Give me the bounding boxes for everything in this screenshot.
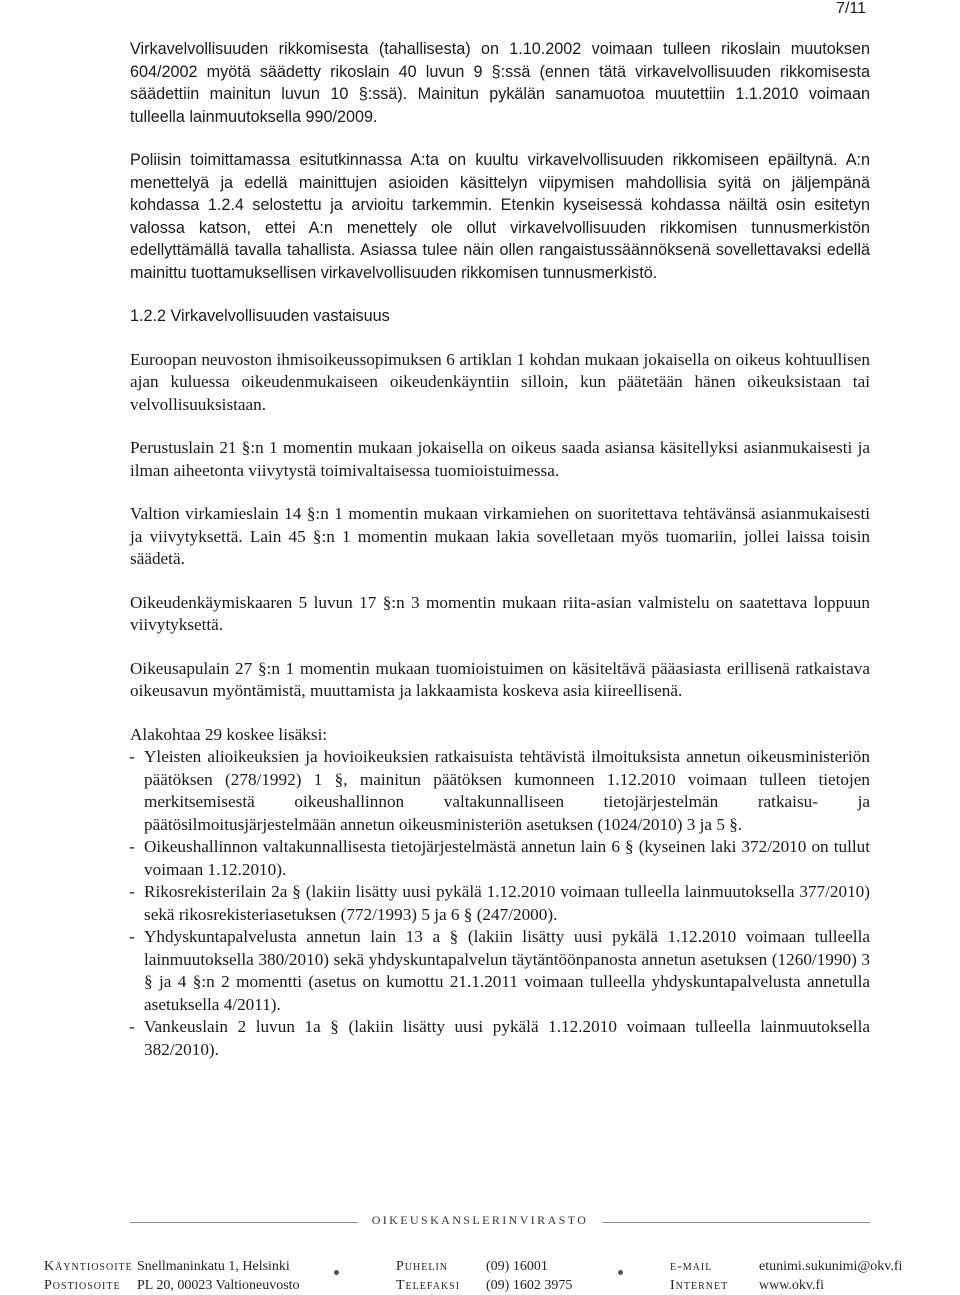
visit-address: Snellmaninkatu 1, Helsinki <box>137 1259 290 1274</box>
visit-address-label: Käyntiosoite <box>44 1259 133 1274</box>
email-address[interactable]: etunimi.sukunimi@okv.fi <box>759 1259 903 1274</box>
footer-organization-name: OIKEUSKANSLERINVIRASTO <box>358 1213 603 1228</box>
paragraph-legal-aid-act: Oikeusapulain 27 §:n 1 momentin mukaan tuomioistuimen on käsiteltävä pääasiasta erillisenä ratkaistava oikeusavun myöntämistä, muuttamista ja lakkaamista koskeva asia kiireellisenä. <box>130 658 870 700</box>
paragraph-constitution: Perustuslain 21 §:n 1 momentin mukaan jokaisella on oikeus saada asiansa käsitellyksi asianmukaisesti ja ilman aiheetonta viivytystä toimivaltaisessa tuomioistuimessa. <box>130 438 870 480</box>
list-item: - Rikosrekisterilain 2a § (lakiin lisätty uusi pykälä 1.12.2010 voimaan tulleella lainmuutoksella 377/2010) sekä rikosrekisteriasetuksen (772/1993) 5 ja 6 § (247/2000). <box>129 882 870 924</box>
internet-label: Internet <box>670 1278 729 1293</box>
list-item: - Yhdyskuntapalvelusta annetun lain 13 a § (lakiin lisätty uusi pykälä 1.12.2010 voimaan tulleella lainmuutoksella 380/2010) sekä yhdyskuntapalvelun täytäntöönpanosta annetun asetuksen (1260/1990) 3 § ja 4 §:n 2 momentti (asetus on kumottu 21.1.2011 voimaan tulleella yhdyskuntapalvelusta annetulla asetuksella 4/2011). <box>129 927 870 1014</box>
regulation-list <box>130 746 870 1061</box>
paragraph-civil-servants-act: Valtion virkamieslain 14 §:n 1 momentin mukaan virkamiehen on suoritettava tehtävänsä asianmukaisesti ja viivytyksettä. Lain 45 §:n 1 momentin mukaan lakia sovelletaan myös tuomariin, jollei laissa toisin säädetä. <box>130 504 870 568</box>
paragraph-procedure-code: Oikeudenkäymiskaaren 5 luvun 17 §:n 3 momentin mukaan riita-asian valmistelu on saatettava loppuun viivytyksettä. <box>130 592 870 634</box>
postal-address-label: Postiosoite <box>44 1278 121 1293</box>
document-body <box>130 38 870 1061</box>
list-dash: - <box>129 882 135 901</box>
list-dash: - <box>129 837 135 856</box>
page-number: 7/11 <box>836 0 866 17</box>
list-dash: - <box>129 927 135 946</box>
footer-separator-dot <box>334 1270 339 1275</box>
fax-number: (09) 1602 3975 <box>486 1278 573 1293</box>
list-item: - Vankeuslain 2 luvun 1a § (lakiin lisätty uusi pykälä 1.12.2010 voimaan tulleella lainmuutoksella 382/2010). <box>129 1017 870 1059</box>
website-address[interactable]: www.okv.fi <box>759 1278 825 1293</box>
list-dash: - <box>129 1017 135 1036</box>
list-dash: - <box>129 747 135 766</box>
list-item: - Oikeushallinnon valtakunnallisesta tietojärjestelmästä annetun lain 6 § (kyseinen laki 372/2010 on tullut voimaan 1.12.2010). <box>129 837 870 879</box>
paragraph-human-rights: Euroopan neuvoston ihmisoikeussopimuksen 6 artiklan 1 kohdan mukaan jokaisella on oikeus kohtuullisen ajan kuluessa oikeudenmukaiseen oikeudenkäyntiin silloin, kun päätetään hänen oikeuksistaan tai velvollisuuksistaan. <box>130 349 870 414</box>
paragraph-law-history: Virkavelvollisuuden rikkomisesta (tahallisesta) on 1.10.2002 voimaan tulleen rikoslain muutoksen 604/2002 myötä säädetty rikoslain 40 luvun 9 §:ssä (ennen tätä virkavelvollisuuden rikkomisesta säädettiin mainitun luvun 10 §:ssä). Mainitun pykälän sanamuotoa muutettiin 1.1.2010 voimaan tulleella lainmuutoksella 990/2009. <box>130 40 870 126</box>
list-item: - Yleisten alioikeuksien ja hovioikeuksien ratkaisuista tehtävistä ilmoituksista annetun oikeusministeriön päätöksen (278/1992) 1 §, mainitun päätöksen kumonneen 1.12.2010 voimaan tulleen tietojen merkitsemisestä oikeushallinnon valtakunnalliseen tietojärjestelmän ratkaisu- ja päätösilmoitusjärjestelmään annetun oikeusministeriön asetuksen (1024/2010) 3 ja 5 §. <box>129 747 870 834</box>
regulation-list-block <box>130 724 870 1062</box>
section-heading: 1.2.2 Virkavelvollisuuden vastaisuus <box>130 307 390 325</box>
phone-label: Puhelin <box>396 1259 448 1274</box>
list-intro: Alakohtaa 29 koskee lisäksi: <box>130 724 328 744</box>
postal-address: PL 20, 00023 Valtioneuvosto <box>137 1278 300 1293</box>
footer-separator-dot <box>618 1270 623 1275</box>
email-label: e-mail <box>670 1259 713 1274</box>
phone-number: (09) 16001 <box>486 1259 548 1274</box>
fax-label: Telefaksi <box>396 1278 461 1293</box>
paragraph-police-investigation: Poliisin toimittamassa esitutkinnassa A:ta on kuultu virkavelvollisuuden rikkomiseen epäiltynä. A:n menettelyä ja edellä mainittujen asioiden käsittelyn viipymisen mahdollisia syitä on jäljempänä kohdassa 1.2.4 selostettu ja arvioitu tarkemmin. Etenkin kyseisessä kohdassa näiltä osin esitetyn valossa katson, ettei A:n menettely ole ollut virkavelvollisuuden rikkomisen tunnusmerkistön edellyttämällä tavalla tahallista. Asiassa tulee näin ollen rangaistussäännöksenä sovellettavaksi edellä mainittu tuottamuksellisen virkavelvollisuuden rikkomisen tunnusmerkistö. <box>130 151 870 282</box>
